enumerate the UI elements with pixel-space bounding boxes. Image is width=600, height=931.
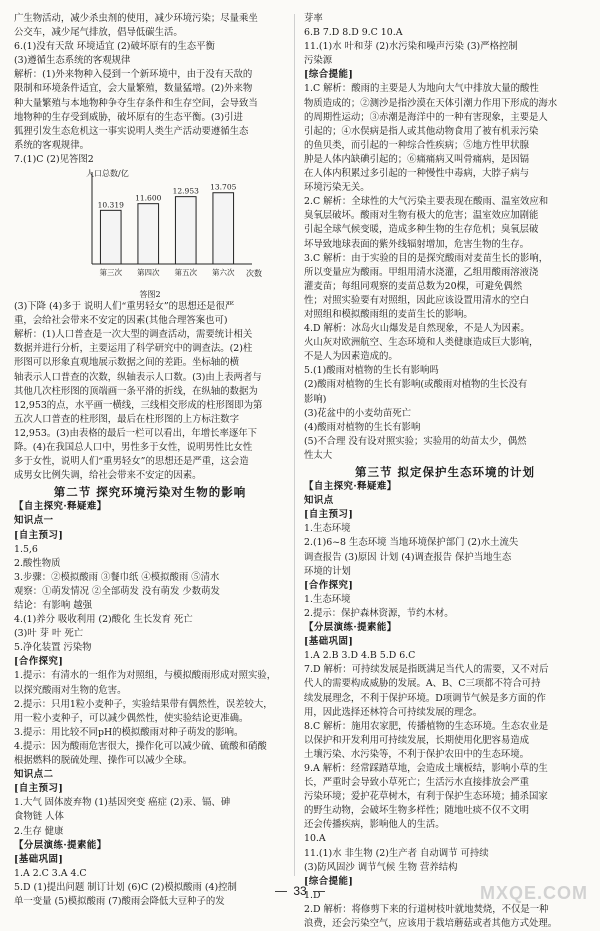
text-line: 5.净化装置 污染物 xyxy=(14,642,92,654)
text-line: 以保护和开发利用可持续发展，长期使用化肥容易造成 xyxy=(304,734,530,746)
bar-value-label: 12.953 xyxy=(172,186,199,196)
text-line: 还会传播疾病，影响他人的生活。 xyxy=(304,819,445,831)
text-line: 2.(1)6~8 生态环境 当地环境保护部门 (2)水土流失 xyxy=(304,537,519,549)
text-line: 坏导致地球表面的紫外线辐射增加，危害生物的生存。 xyxy=(304,238,530,250)
text-line: [合作探究] xyxy=(14,656,64,668)
text-line: 1.A 2.B 3.D 4.B 5.D 6.C xyxy=(304,650,416,662)
text-line: 【自主探究·释疑难】 xyxy=(304,481,397,493)
text-line: 8.C 解析：施用农家肥，传播植物的生态环境。生态农业是 xyxy=(304,720,549,732)
text-line: 2.提示：保护森林资源，节约木材。 xyxy=(304,607,454,619)
text-line: 单一变量 (5)模拟酸雨 (7)酸雨会降低大豆种子的发 xyxy=(14,895,225,907)
category-tick-label: 第四次 xyxy=(137,268,160,278)
bar xyxy=(100,210,121,264)
right-text-block-b xyxy=(304,480,586,931)
text-line: 不是人为因素造成的。 xyxy=(304,351,398,363)
text-line: 【分层演练·提素能】 xyxy=(14,839,107,851)
text-line: 7.D 解析：可持续发展是指既满足当代人的需要，又不对后 xyxy=(304,664,549,676)
chart-caption: 答图2 xyxy=(139,290,161,300)
text-line: 地物种的生存受到威胁，破坏原有的生态平衡。(3)引进 xyxy=(14,111,243,123)
text-line: [综合提能] xyxy=(304,875,354,887)
x-axis-label: 次数 xyxy=(246,269,262,279)
text-line: (3)防风固沙 调节气候 生物 营养结构 xyxy=(304,861,458,873)
text-line: 1.5,6 xyxy=(14,543,38,555)
text-line: 臭氧层破坏。酸雨对生物有极大的危害；温室效应加剧能 xyxy=(304,210,539,222)
text-line: 在人体内积累过多引起的一种慢性中毒病，大脖子病与 xyxy=(304,168,530,180)
text-line: (5)不合理 没有设对照实验；实验用的幼苗太少，偶然 xyxy=(304,435,527,447)
text-line: 的野生动物，会破坏生物多样性；随地吐痰不仅不文明 xyxy=(304,805,530,817)
text-line: 影响) xyxy=(304,393,327,405)
text-line: 长，严重时会导致小草死亡；生活污水直接排放会严重 xyxy=(304,777,530,789)
column-divider xyxy=(294,14,295,876)
text-line: 对照组和模拟酸雨组的麦苗生长的影响。 xyxy=(304,308,473,320)
page-number-dash-left xyxy=(275,891,287,892)
text-line: 结论：有影响 越强 xyxy=(14,600,92,611)
text-line: 引起全球气候变暖，造成多种生物的生存危机；臭氧层破 xyxy=(304,224,539,236)
text-line: 用，因此选择还林符合可持续发展的理念。 xyxy=(304,706,483,718)
text-line: 4.D 解析：冰岛火山爆发是自然现象，不是人为因素。 xyxy=(304,323,530,335)
text-line: 1.D xyxy=(304,889,321,901)
text-line: 根据燃料的脱硫处理、操作可以减少全球。 xyxy=(14,755,193,767)
text-line: 灌麦苗；每组同观察的麦苗总数为20棵，可避免偶然 xyxy=(304,280,523,292)
text-line: 多于女性，说明人们“重男轻女”的思想还是严重，这会造 xyxy=(14,456,249,468)
text-line: 知识点二 xyxy=(14,769,54,781)
text-line: 1.生态环境 xyxy=(304,593,351,605)
text-line: 2.C 解析：全球性的大气污染主要表现在酸雨、温室效应和 xyxy=(304,196,549,208)
text-line: 环境污染无关。 xyxy=(304,182,370,194)
text-line: 1.大气 固体废弃物 (1)基因突变 癌症 (2)汞、镉、砷 xyxy=(14,797,231,809)
text-line: 解析：(1)外来物种入侵到一个新环境中，由于没有天敌的 xyxy=(14,69,253,81)
bar-value-label: 10.319 xyxy=(97,200,124,210)
text-line: 食物链 人体 xyxy=(14,811,64,823)
text-line: 6.B 7.D 8.D 9.C 10.A xyxy=(304,27,403,39)
text-line: [综合提能] xyxy=(304,69,354,81)
text-line: 2.提示：只用1粒小麦种子，实验结果带有偶然性，误差较大， xyxy=(14,698,273,710)
text-line: 性太大 xyxy=(304,449,333,461)
text-line: 知识点一 xyxy=(14,515,54,527)
text-line: 12,953。(3)由表格的最后一栏可以看出，年增长率逐年下 xyxy=(14,427,257,439)
text-line: 环境的计划 xyxy=(304,565,351,577)
text-line: 7.(1)C (2)见答图2 xyxy=(14,153,94,165)
text-line: 轴表示人口普查的次数，纵轴表示人口数。(3)由上表两者与 xyxy=(14,371,262,383)
section-2-title: 第二节 探究环境污染对生物的影响 xyxy=(53,485,247,500)
text-line: 续发展理念，不利于保护环境。D项调节气候是多方面的作 xyxy=(304,692,546,704)
text-line: 3.步骤：②模拟酸雨 ③餐巾纸 ④模拟酸雨 ⑤清水 xyxy=(14,571,220,583)
text-line: 芽率 xyxy=(304,13,323,24)
left-text-block-b xyxy=(14,300,286,483)
text-line: 肿是人体内缺碘引起的；⑥痛痛病又叫骨痛病，是因镉 xyxy=(304,153,530,165)
y-axis-label: 人口总数/亿 xyxy=(86,169,129,179)
bar xyxy=(175,197,196,264)
text-line: 种大量繁殖与本地物种争夺生存条件和生存空间，会导致当 xyxy=(14,97,258,109)
text-line: 的鱼贝类，而引起的一种综合性疾病；⑤地方性甲状腺 xyxy=(304,139,530,151)
left-column xyxy=(14,12,286,909)
bar-value-label: 11.600 xyxy=(135,193,162,203)
text-line: 其他几次柱形图的顶端画一条平滑的折线，在纵轴的数据为 xyxy=(14,385,258,397)
right-text-block-a xyxy=(304,12,586,463)
page-number-dash-right xyxy=(313,891,325,892)
text-line: 10.A xyxy=(304,833,326,845)
bar xyxy=(213,193,234,264)
text-line: 用一粒小麦种子，可以减少偶然性，使实验结论更准确。 xyxy=(14,712,249,724)
text-line: [自主预习] xyxy=(14,529,64,541)
text-line: 12,953的点，水平画一横线，三线相交形成的柱形图即为第 xyxy=(14,399,263,411)
text-line: (3)花盆中的小麦幼苗死亡 xyxy=(304,407,412,419)
text-line: 降。(4)在我国总人口中，男性多于女性，说明男性比女性 xyxy=(14,441,253,453)
text-line: [自主预习] xyxy=(304,509,354,521)
text-line: 1.C 解析：酸雨的主要是人为地向大气中排放大量的酸性 xyxy=(304,83,539,95)
text-line: [基础巩固] xyxy=(14,853,64,865)
text-line: 1.生态环境 xyxy=(304,523,351,535)
text-line: 11.(1)水 叶和芽 (2)水污染和噪声污染 (3)严格控制 xyxy=(304,41,518,53)
text-line: 狐狸引发生态危机这一事实说明人类生产活动要遵循生态 xyxy=(14,125,249,137)
text-line: 【分层演练·提素能】 xyxy=(304,622,397,634)
text-line: (3)遵循生态系统的客观规律 xyxy=(14,55,131,67)
text-line: 数据并进行分析，主要运用了科学研究中的调查法。(2)柱 xyxy=(14,343,253,355)
bar xyxy=(138,204,159,264)
page-number-value: 33 xyxy=(293,884,307,898)
text-line: 浪费，还会污染空气，应该用于栽培蘑菇或者其他方式处理。 xyxy=(304,918,558,929)
category-tick-label: 第六次 xyxy=(212,268,235,278)
text-line: [基础巩固] xyxy=(304,636,354,648)
text-line: 调查报告 (3)原因 计划 (4)调查报告 保护当地生态 xyxy=(304,551,512,563)
text-line: 引起的；④水俣病是指人或其他动物食用了被有机汞污染 xyxy=(304,125,539,137)
category-tick-label: 第三次 xyxy=(99,268,122,278)
text-line: 所以变量应为酸雨。甲组用清水浇灌，乙组用酸雨溶液浇 xyxy=(304,266,539,278)
text-line: 2.生存 健康 xyxy=(14,825,64,837)
text-line: 观察：①萌发情况 ②全部萌发 没有萌发 少数萌发 xyxy=(14,585,220,597)
text-line: (3)下降 (4)多于 说明人们“重男轻女”的思想还是很严 xyxy=(14,301,235,313)
text-line: [合作探究] xyxy=(304,579,354,591)
section-3-title: 第三节 拟定保护生态环境的计划 xyxy=(354,465,535,479)
text-line: 火山灰对欧洲航空、生态环境和人类健康造成巨大影响， xyxy=(304,337,539,349)
text-line: 物质造成的；②测沙是指沙漠在天体引潮力作用下形成的海水 xyxy=(304,97,558,109)
text-line: 成男女比例失调，给社会带来不安定的因素。 xyxy=(14,470,202,482)
text-line: 5.(1)酸雨对植物的生长有影响吗 xyxy=(304,365,439,377)
text-line: 的周期性运动；③赤潮是海洋中的一种有害现象，主要是人 xyxy=(304,111,548,123)
text-line: (2)酸雨对植物的生长有影响(或酸雨对植物的生长没有 xyxy=(304,379,528,391)
text-line: (4)酸雨对植物的生长有影响 xyxy=(304,421,421,433)
text-line: 性；对照实验要有对照组，因此应该设置用清水的空白 xyxy=(304,294,530,306)
bar-value-label: 13.705 xyxy=(210,182,237,192)
text-line: 污染环境；爱护花草树木，有利于保护生态环境；捕杀国家 xyxy=(304,791,548,803)
text-line: 公交车，减少尾气排放，倡导低碳生活。 xyxy=(14,27,183,39)
text-line: 限制和环境条件适宜，会大量繁殖，数量猛增。(2)外来物 xyxy=(14,83,253,95)
text-line: 代人的需要构成威胁的发展。A、B、C三项都不符合可持 xyxy=(304,678,541,690)
text-line: 【自主探究·释疑难】 xyxy=(14,501,107,513)
watermark-text: MXQE.COM xyxy=(479,883,588,903)
text-line: 11.(1)水 非生物 (2)生产者 自动调节 可持续 xyxy=(304,847,489,859)
text-line: (3)叶 芽 叶 死亡 xyxy=(14,628,84,640)
text-line: 广生物活动，减少杀虫剂的使用，减少环境污染；尽量乘坐 xyxy=(14,13,258,24)
text-line: 1.提示：有清水的一组作为对照组，与模拟酸雨形成对照实验， xyxy=(14,670,277,682)
text-line: 重，会给社会带来不安定的因素(其他合理答案也可) xyxy=(14,315,228,327)
text-line: 3.C 解析：由于实验的目的是探究酸雨对麦苗生长的影响， xyxy=(304,252,549,264)
left-text-block-a xyxy=(14,12,286,167)
text-line: 知识点 xyxy=(304,495,334,507)
left-text-block-c xyxy=(14,500,286,909)
chart-svg xyxy=(62,168,262,278)
text-line: 9.A 解析：经常踩踏草地，会造成土壤板结，影响小草的生 xyxy=(304,762,548,774)
population-bar-chart xyxy=(62,168,262,288)
text-line: 形图可以形象直观地展示数据之间的差距。坐标轴的横 xyxy=(14,357,240,369)
text-line: 以探究酸雨对生物的危害。 xyxy=(14,684,127,696)
text-line: 系统的客观规律。 xyxy=(14,139,90,151)
text-line: 2.酸性物质 xyxy=(14,557,61,569)
text-line: 1.A 2.C 3.A 4.C xyxy=(14,867,87,879)
text-line: 6.(1)没有天敌 环境适宜 (2)破坏原有的生态平衡 xyxy=(14,41,215,53)
text-line: 五次人口普查的柱形图，最后在柱形图的上方标注数字 xyxy=(14,413,240,425)
text-line: 4.(1)养分 吸收利用 (2)酸化 生长发育 死亡 xyxy=(14,614,193,626)
text-line: 土壤污染、水污染等，不利于保护农田中的生态环境。 xyxy=(304,748,530,760)
text-line: 2.D 解析：将修剪下来的行道树枝叶就地焚烧，不仅是一种 xyxy=(304,903,549,915)
text-line: [自主预习] xyxy=(14,783,64,795)
text-line: 解析：(1)人口普查是一次大型的调查活动，需要统计相关 xyxy=(14,329,253,341)
text-line: 5.D (1)提出问题 制订计划 (6)C (2)模拟酸雨 (4)控制 xyxy=(14,881,237,893)
category-tick-label: 第五次 xyxy=(174,268,197,278)
text-line: 3.提示：用比较不同pH的模拟酸雨对种子萌发的影响。 xyxy=(14,726,244,738)
right-column xyxy=(304,12,586,931)
text-line: 污染源 xyxy=(304,55,333,67)
text-line: 4.提示：因为酸雨危害很大，操作化可以减少硫、硫酸和硝酸 xyxy=(14,740,267,752)
